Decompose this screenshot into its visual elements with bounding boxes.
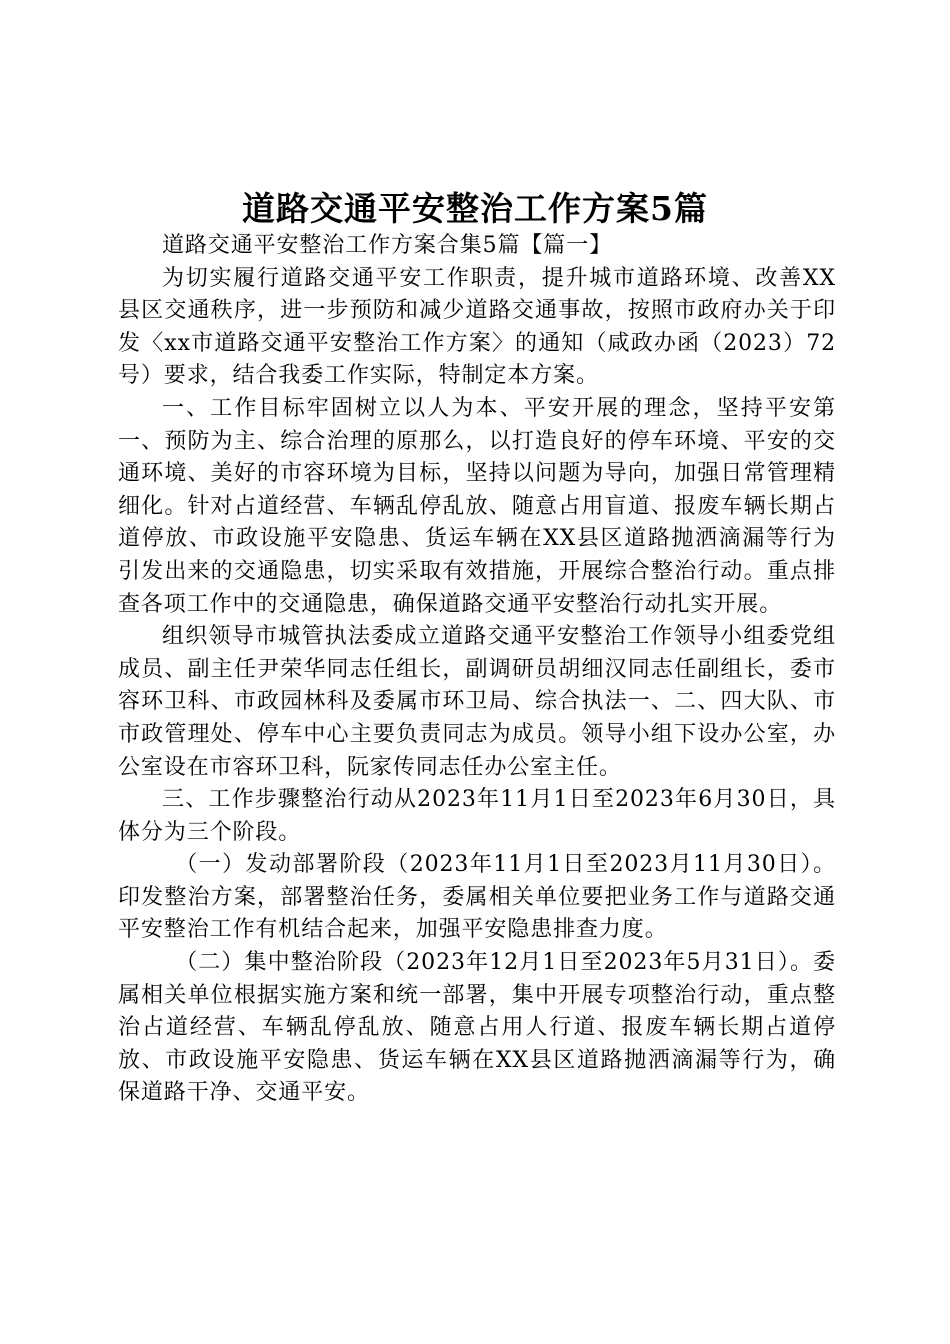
document-body (118, 230, 836, 1110)
paragraph-phase-two: （二）集中整治阶段（2023年12月1日至2023年5月31日）。委属相关单位根据实施方案和统一部署，集中开展专项整治行动，重点整治占道经营、车辆乱停乱放、随意占用人行道、报废车辆长期占道停放、市政设施平安隐患、货运车辆在XX县区道路抛洒滴漏等行为，确保道路干净、交通平安。 (118, 950, 836, 1106)
paragraph-work-goals: 一、工作目标牢固树立以人为本、平安开展的理念，坚持平安第一、预防为主、综合治理的原那么，以打造良好的停车环境、平安的交通环境、美好的市容环境为目标，坚持以问题为导向，加强日常管理精细化。针对占道经营、车辆乱停乱放、随意占用盲道、报废车辆长期占道停放、市政设施平安隐患、货运车辆在XX县区道路抛洒滴漏等行为引发出来的交通隐患，切实采取有效措施，开展综合整治行动。重点排查各项工作中的交通隐患，确保道路交通平安整治行动扎实开展。 (118, 395, 836, 617)
document-title: 道路交通平安整治工作方案5篇 (242, 189, 708, 228)
paragraph-organization: 组织领导市城管执法委成立道路交通平安整治工作领导小组委党组成员、副主任尹荣华同志任组长，副调研员胡细汉同志任副组长，委市容环卫科、市政园林科及委属市环卫局、综合执法一、二、四大队、市市政管理处、停车中心主要负责同志为成员。领导小组下设办公室，办公室设在市容环卫科，阮家传同志任办公室主任。 (118, 624, 836, 780)
paragraph-work-steps: 三、工作步骤整治行动从2023年11月1日至2023年6月30日，具体分为三个阶段。 (118, 787, 836, 845)
paragraph-introduction: 为切实履行道路交通平安工作职责，提升城市道路环境、改善XX县区交通秩序，进一步预防和减少道路交通事故，按照市政府办关于印发〈xx市道路交通平安整治工作方案〉的通知（咸政办函（2023）72号）要求，结合我委工作实际，特制定本方案。 (118, 265, 836, 389)
paragraph-series-heading: 道路交通平安整治工作方案合集5篇【篇一】 (162, 233, 612, 258)
paragraph-phase-one: （一）发动部署阶段（2023年11月1日至2023月11月30日）。印发整治方案，部署整治任务，委属相关单位要把业务工作与道路交通平安整治工作有机结合起来，加强平安隐患排查力度。 (118, 852, 836, 943)
